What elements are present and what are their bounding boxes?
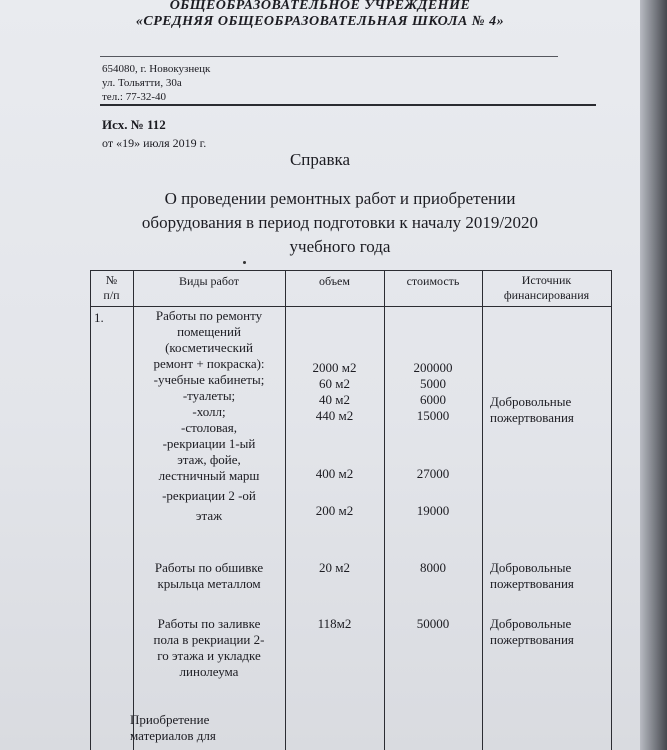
volume-value: 440 м2	[315, 408, 354, 423]
address-postal: 654080, г. Новокузнецк	[102, 63, 211, 75]
table-border	[90, 270, 612, 271]
volume-value: 200 м2	[315, 503, 354, 518]
funding-source-line: пожертвования	[490, 576, 574, 591]
header-source	[482, 273, 611, 303]
work-line: Работы по заливке	[157, 616, 261, 631]
volume-value: 400 м2	[315, 466, 354, 481]
work-line: Работы по обшивке	[154, 560, 264, 575]
header-volume: объем	[319, 274, 350, 288]
cost-value: 19000	[416, 503, 450, 518]
header-cost: стоимость	[406, 274, 460, 288]
work-description	[130, 712, 285, 744]
row-number: 1.	[94, 310, 104, 325]
work-line: го этажа и укладке	[157, 648, 261, 663]
volume-value: 118м2	[317, 616, 352, 631]
outgoing-number: Исх. № 112	[102, 117, 166, 132]
org-name-line2: «СРЕДНЯЯ ОБЩЕОБРАЗОВАТЕЛЬНАЯ ШКОЛА № 4»	[135, 14, 505, 29]
funding-source-line: Добровольные	[490, 616, 572, 631]
work-line: -рекриации 1-ый	[162, 436, 256, 451]
subject-line: оборудования в период подготовки к началу 2019/2020	[141, 213, 539, 232]
ink-speck	[243, 261, 246, 264]
funding-source	[490, 616, 610, 648]
work-line: -туалеты;	[182, 388, 236, 403]
header-num	[90, 273, 133, 303]
header-source-line: финансирования	[503, 288, 590, 302]
work-line: лестничный марш	[158, 468, 260, 483]
cost-value: 8000	[420, 560, 446, 575]
work-line: крыльца металлом	[157, 576, 261, 591]
work-description	[134, 308, 284, 524]
header-num-line: №	[105, 273, 118, 287]
work-line: линолеума	[179, 664, 239, 679]
work-line: пола в рекриации 2-	[153, 632, 265, 647]
work-line: -учебные кабинеты;	[153, 372, 265, 387]
address-phone: тел.: 77-32-40	[102, 91, 167, 103]
work-line: этаж	[195, 508, 223, 523]
header-num-line: п/п	[103, 288, 120, 302]
cost-value: 15000	[416, 408, 450, 423]
cost-value: 200000	[413, 360, 453, 375]
work-line: -рекриации 2 -ой	[162, 488, 256, 503]
funding-source-line: Добровольные	[490, 560, 572, 575]
work-line: Приобретение	[130, 712, 210, 727]
header-source-line: Источник	[521, 273, 572, 287]
cost-value: 27000	[416, 466, 450, 481]
cost-cell	[384, 360, 482, 424]
org-name-line1: ОБЩЕОБРАЗОВАТЕЛЬНОЕ УЧРЕЖДЕНИЕ	[169, 0, 471, 13]
cost-value: 50000	[416, 616, 450, 631]
volume-value: 40 м2	[319, 392, 350, 407]
document-subject	[100, 187, 580, 259]
volume-value: 20 м2	[319, 560, 350, 575]
volume-value: 60 м2	[319, 376, 350, 391]
document-date: от «19» июля 2019 г.	[102, 136, 207, 150]
funding-source-line: Добровольные	[490, 394, 572, 409]
funding-source-line: пожертвования	[490, 410, 574, 425]
work-description	[134, 560, 284, 592]
work-line: помещений	[177, 324, 241, 339]
table-border	[482, 270, 483, 750]
cost-value: 5000	[420, 376, 446, 391]
work-line: Работы по ремонту	[155, 308, 263, 323]
desk-background	[640, 0, 667, 750]
funding-source	[490, 560, 610, 592]
document-title: Справка	[289, 150, 351, 169]
subject-line: учебного года	[289, 237, 391, 256]
header-works: Виды работ	[178, 274, 240, 288]
table-border	[611, 270, 612, 750]
work-line: (косметический	[165, 340, 253, 355]
work-line: этаж, фойе,	[177, 452, 241, 467]
work-line: ремонт + покраска):	[153, 356, 265, 371]
table-border	[90, 270, 91, 750]
work-line: -столовая,	[181, 420, 237, 435]
header-divider-thick	[100, 104, 596, 106]
address-street: ул. Тольятти, 30а	[102, 77, 182, 89]
work-description	[134, 616, 284, 680]
volume-value: 2000 м2	[312, 360, 357, 375]
table-border	[90, 306, 612, 307]
volume-cell	[285, 360, 384, 424]
cost-value: 6000	[420, 392, 446, 407]
funding-source-line: пожертвования	[490, 632, 574, 647]
header-divider-thin	[100, 56, 558, 57]
subject-line: О проведении ремонтных работ и приобретении	[164, 189, 516, 208]
work-line: материалов для	[130, 728, 216, 743]
work-line: -холл;	[192, 404, 226, 419]
works-table	[90, 270, 612, 750]
funding-source	[490, 394, 610, 426]
